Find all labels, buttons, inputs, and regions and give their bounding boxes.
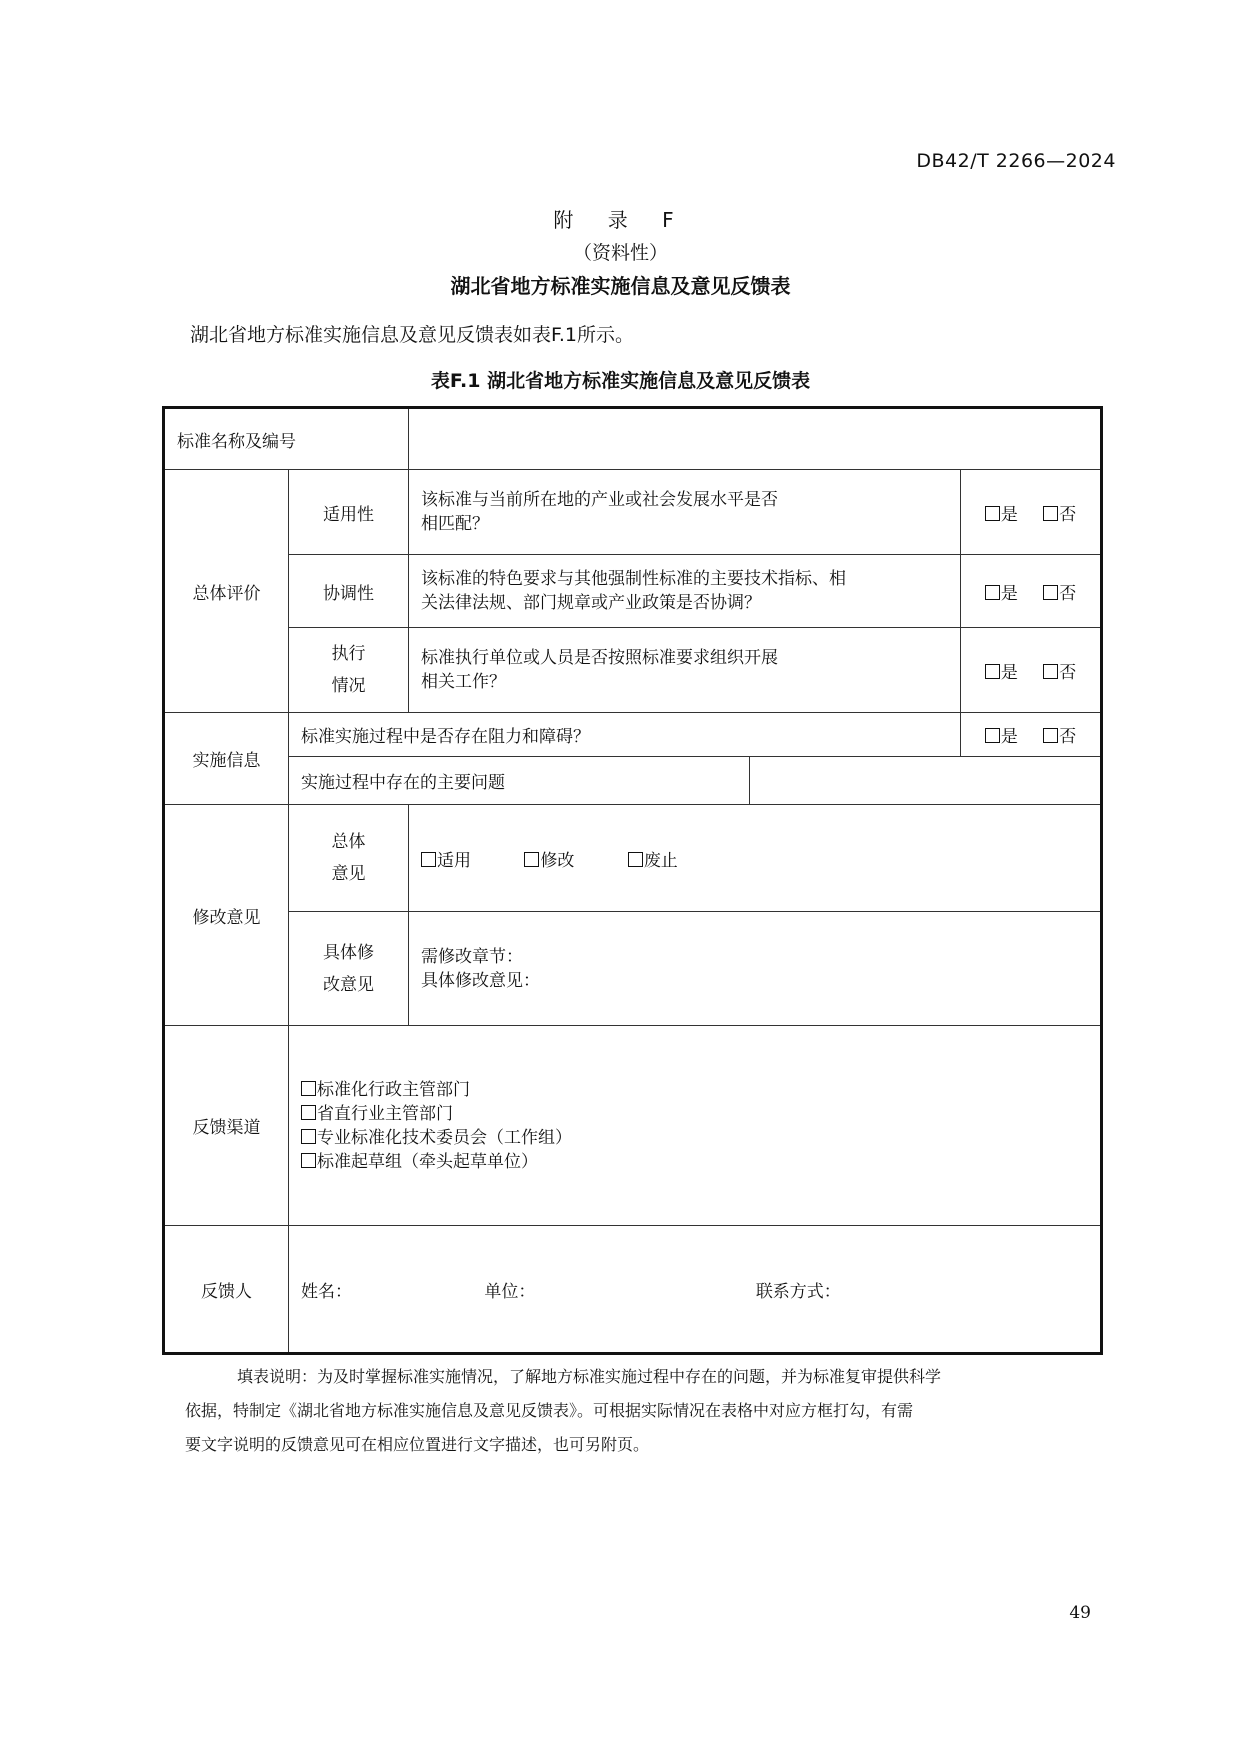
no-option[interactable]: 否 — [1043, 500, 1076, 525]
std-name-field[interactable] — [409, 408, 1102, 470]
std-name-label: 标准名称及编号 — [164, 408, 409, 470]
option-applicable[interactable]: 适用 — [421, 846, 471, 871]
applicability-label: 适用性 — [289, 470, 409, 555]
checkbox-icon[interactable] — [301, 1153, 316, 1168]
feedback-person-label: 反馈人 — [164, 1226, 289, 1354]
checkbox-icon[interactable] — [1043, 664, 1058, 679]
specific-opinion-field[interactable]: 需修改章节： 具体修改意见： — [409, 912, 1102, 1026]
table-caption: 表F.1 湖北省地方标准实施信息及意见反馈表 — [430, 370, 811, 392]
yes-option[interactable]: 是 — [985, 658, 1018, 683]
checkbox-icon[interactable] — [301, 1105, 316, 1120]
applicability-choice — [961, 470, 1102, 555]
appendix-subtitle: （资料性） — [572, 242, 668, 264]
checkbox-icon[interactable] — [628, 852, 643, 867]
execution-choice — [961, 628, 1102, 713]
checkbox-icon[interactable] — [1043, 506, 1058, 521]
specific-opinion-label: 具体修 改意见 — [289, 912, 409, 1026]
coordination-question: 该标准的特色要求与其他强制性标准的主要技术指标、相 关法律法规、部门规章或产业政策是否协调？ — [409, 555, 961, 628]
overall-opinion-options — [409, 805, 1102, 912]
main-problems-field[interactable] — [750, 757, 1102, 805]
execution-question: 标准执行单位或人员是否按照标准要求组织开展 相关工作？ — [409, 628, 961, 713]
main-problems-label: 实施过程中存在的主要问题 — [289, 757, 750, 805]
channel-options — [289, 1026, 1102, 1226]
document-code: DB42/T 2266—2024 — [916, 150, 1116, 172]
impl-info-choice — [961, 713, 1102, 757]
yes-option[interactable]: 是 — [985, 579, 1018, 604]
option-modify[interactable]: 修改 — [524, 846, 574, 871]
channel-option[interactable]: 标准起草组（牵头起草单位） — [301, 1150, 1088, 1174]
table-row — [164, 1226, 1102, 1354]
checkbox-icon[interactable] — [301, 1081, 316, 1096]
checkbox-icon[interactable] — [421, 852, 436, 867]
checkbox-icon[interactable] — [524, 852, 539, 867]
table-row — [164, 805, 1102, 912]
appendix-name: 湖北省地方标准实施信息及意见反馈表 — [450, 274, 791, 298]
table-row — [164, 628, 1102, 713]
page-number: 49 — [1069, 1603, 1091, 1623]
impl-info-question: 标准实施过程中是否存在阻力和障碍？ — [289, 713, 961, 757]
option-abolish[interactable]: 废止 — [628, 846, 678, 871]
checkbox-icon[interactable] — [985, 585, 1000, 600]
checkbox-icon[interactable] — [985, 728, 1000, 743]
table-row — [164, 713, 1102, 757]
channel-option[interactable]: 专业标准化技术委员会（工作组） — [301, 1126, 1088, 1150]
table-row — [164, 408, 1102, 470]
yes-option[interactable]: 是 — [985, 500, 1018, 525]
table-row — [164, 470, 1102, 555]
impl-info-label: 实施信息 — [164, 713, 289, 805]
no-option[interactable]: 否 — [1043, 722, 1076, 747]
table-row — [164, 555, 1102, 628]
revision-label: 修改意见 — [164, 805, 289, 1026]
coordination-label: 协调性 — [289, 555, 409, 628]
appendix-title: 附 录 F — [553, 208, 688, 232]
channel-label: 反馈渠道 — [164, 1026, 289, 1226]
feedback-person-fields — [289, 1226, 1102, 1354]
table-row — [164, 757, 1102, 805]
execution-label: 执行 情况 — [289, 628, 409, 713]
checkbox-icon[interactable] — [985, 506, 1000, 521]
table-row — [164, 1026, 1102, 1226]
channel-option[interactable]: 省直行业主管部门 — [301, 1102, 1088, 1126]
overall-opinion-label: 总体 意见 — [289, 805, 409, 912]
fill-instructions: 填表说明：为及时掌握标准实施情况，了解地方标准实施过程中存在的问题，并为标准复审提供科学 依据，特制定《湖北省地方标准实施信息及意见反馈表》。可根据实际情况在表格中对应方框打勾，有需 要文字说明的反馈意见可在相应位置进行文字描述，也可另附页。 — [185, 1367, 942, 1454]
applicability-question: 该标准与当前所在地的产业或社会发展水平是否 相匹配？ — [409, 470, 961, 555]
channel-option[interactable]: 标准化行政主管部门 — [301, 1078, 1088, 1102]
checkbox-icon[interactable] — [1043, 728, 1058, 743]
feedback-form-table — [162, 406, 1103, 1355]
checkbox-icon[interactable] — [1043, 585, 1058, 600]
coordination-choice — [961, 555, 1102, 628]
table-row — [164, 912, 1102, 1026]
checkbox-icon[interactable] — [301, 1129, 316, 1144]
unit-field[interactable]: 单位： — [484, 1281, 536, 1302]
yes-option[interactable]: 是 — [985, 722, 1018, 747]
overall-eval-label: 总体评价 — [164, 470, 289, 713]
contact-field[interactable]: 联系方式： — [755, 1281, 841, 1302]
no-option[interactable]: 否 — [1043, 579, 1076, 604]
name-field[interactable]: 姓名： — [301, 1281, 352, 1302]
intro-paragraph: 湖北省地方标准实施信息及意见反馈表如表F.1所示。 — [190, 324, 635, 346]
no-option[interactable]: 否 — [1043, 658, 1076, 683]
checkbox-icon[interactable] — [985, 664, 1000, 679]
